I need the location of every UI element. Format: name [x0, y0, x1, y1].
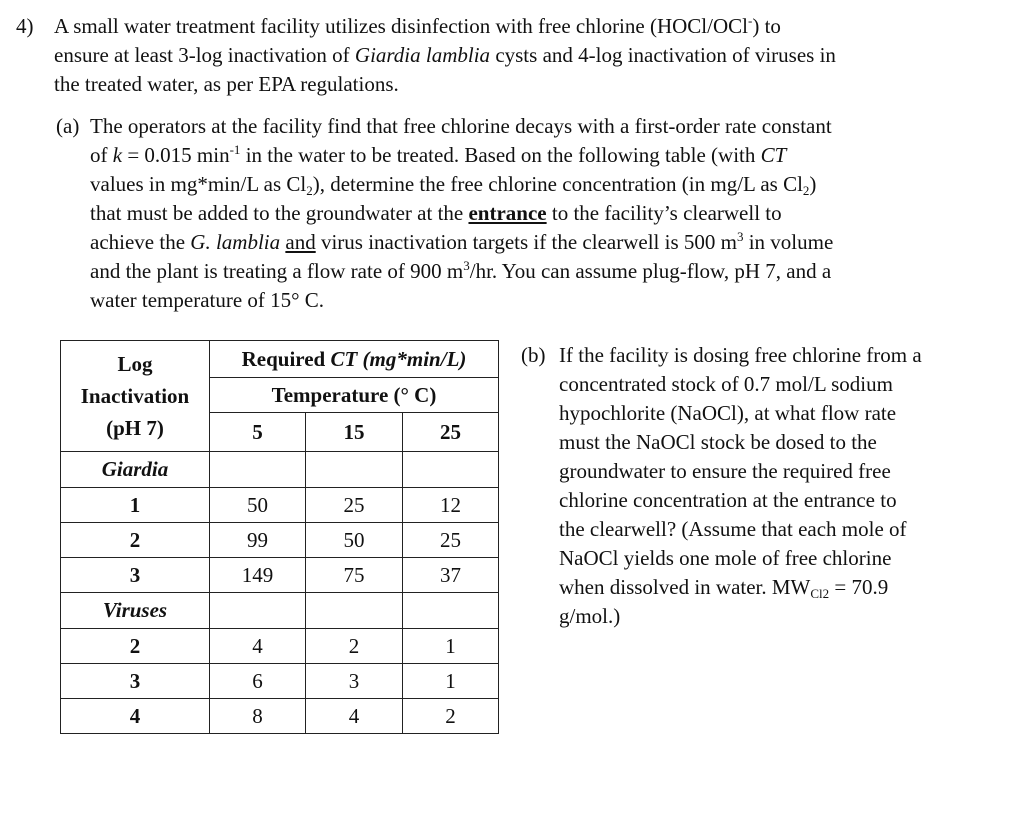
table-row — [61, 699, 499, 734]
row-log: 3 — [61, 664, 210, 699]
part-b-label: (b) — [521, 343, 546, 367]
part-a-label: (a) — [56, 114, 80, 138]
part-b-line: the clearwell? (Assume that each mole of — [559, 517, 907, 541]
header-temperature: Temperature (° C) — [210, 378, 499, 413]
question-intro — [54, 12, 1014, 99]
part-a-line-7: water temperature of 15° C. — [90, 288, 325, 312]
intro-line-3: the treated water, as per EPA regulations. — [54, 72, 399, 96]
intro-line-2: ensure at least 3-log inactivation of Giardia lamblia cysts and 4-log inactivation of viruses in — [54, 43, 836, 67]
header-temp-15: 15 — [306, 413, 403, 452]
empty-cell — [306, 593, 403, 629]
table-cell: 50 — [210, 488, 306, 523]
empty-cell — [403, 452, 499, 488]
table-cell: 1 — [403, 664, 499, 699]
table-row — [61, 664, 499, 699]
empty-cell — [403, 593, 499, 629]
header-log-inactivation: Log Inactivation (pH 7) — [61, 341, 210, 452]
empty-cell — [210, 452, 306, 488]
table-cell: 12 — [403, 488, 499, 523]
part-b-line: concentrated stock of 0.7 mol/L sodium — [559, 372, 893, 396]
part-a-line-5: achieve the G. lamblia and virus inactivation targets if the clearwell is 500 $m^3$ in volume — [90, 229, 834, 254]
part-b-line: chlorine concentration at the entrance to — [559, 488, 897, 512]
part-b-line: NaOCl yields one mole of free chlorine — [559, 546, 892, 570]
table-cell: 1 — [403, 629, 499, 664]
part-a-line-1: The operators at the facility find that free chlorine decays with a first-order rate constant — [90, 114, 832, 138]
table-cell: 50 — [306, 523, 403, 558]
table-cell: 25 — [306, 488, 403, 523]
question-number: 4) — [16, 14, 34, 38]
part-a-line-3: values in mg*min/L as $Cl_2$), determine the free chlorine concentration (in mg/L as $Cl_2$) — [90, 172, 817, 198]
table-cell: 2 — [306, 629, 403, 664]
table-cell: 37 — [403, 558, 499, 593]
table-cell: 4 — [210, 629, 306, 664]
header-required-ct: Required CT (mg*min/L) — [210, 341, 499, 378]
part-b-line: If the facility is dosing free chlorine from a — [559, 343, 922, 367]
table-row — [61, 629, 499, 664]
part-a-line-6: and the plant is treating a flow rate of 900 $m^3/hr$. You can assume plug-flow, pH 7, and a — [90, 258, 832, 283]
row-log: 4 — [61, 699, 210, 734]
table-cell: 149 — [210, 558, 306, 593]
row-log: 2 — [61, 629, 210, 664]
part-b-text — [559, 341, 1009, 631]
header-temp-5: 5 — [210, 413, 306, 452]
table-cell: 6 — [210, 664, 306, 699]
table-cell: 8 — [210, 699, 306, 734]
part-b-line: must the NaOCl stock be dosed to the — [559, 430, 877, 454]
part-a-line-2: of k = 0.015 $\min^{-1}$ in the water to be treated. Based on the following table (with CT — [90, 142, 787, 167]
table-cell: 4 — [306, 699, 403, 734]
table-cell: 25 — [403, 523, 499, 558]
row-log: 2 — [61, 523, 210, 558]
part-a-text — [90, 112, 1010, 315]
part-b-line: groundwater to ensure the required free — [559, 459, 891, 483]
row-log: 3 — [61, 558, 210, 593]
part-b-last-line: g/mol.) — [559, 604, 621, 628]
table-cell: 75 — [306, 558, 403, 593]
table-cell: 2 — [403, 699, 499, 734]
part-b-line: hypochlorite (NaOCl), at what flow rate — [559, 401, 897, 425]
table-row — [61, 558, 499, 593]
row-log: 1 — [61, 488, 210, 523]
section-giardia: Giardia — [61, 452, 210, 488]
intro-line-1: A small water treatment facility utilizes disinfection with free chlorine (HOCl/OCl-) to — [54, 13, 781, 38]
section-viruses: Viruses — [61, 593, 210, 629]
table-row — [61, 488, 499, 523]
header-temp-25: 25 — [403, 413, 499, 452]
part-b-mw-line: when dissolved in water. $MW_{Cl2} = 70.9$ — [559, 575, 889, 601]
table-cell: 99 — [210, 523, 306, 558]
table-cell: 3 — [306, 664, 403, 699]
table-row — [61, 523, 499, 558]
empty-cell — [306, 452, 403, 488]
ct-table — [60, 340, 499, 734]
part-a-line-4: that must be added to the groundwater at the entrance to the facility’s clearwell to — [90, 201, 782, 225]
empty-cell — [210, 593, 306, 629]
